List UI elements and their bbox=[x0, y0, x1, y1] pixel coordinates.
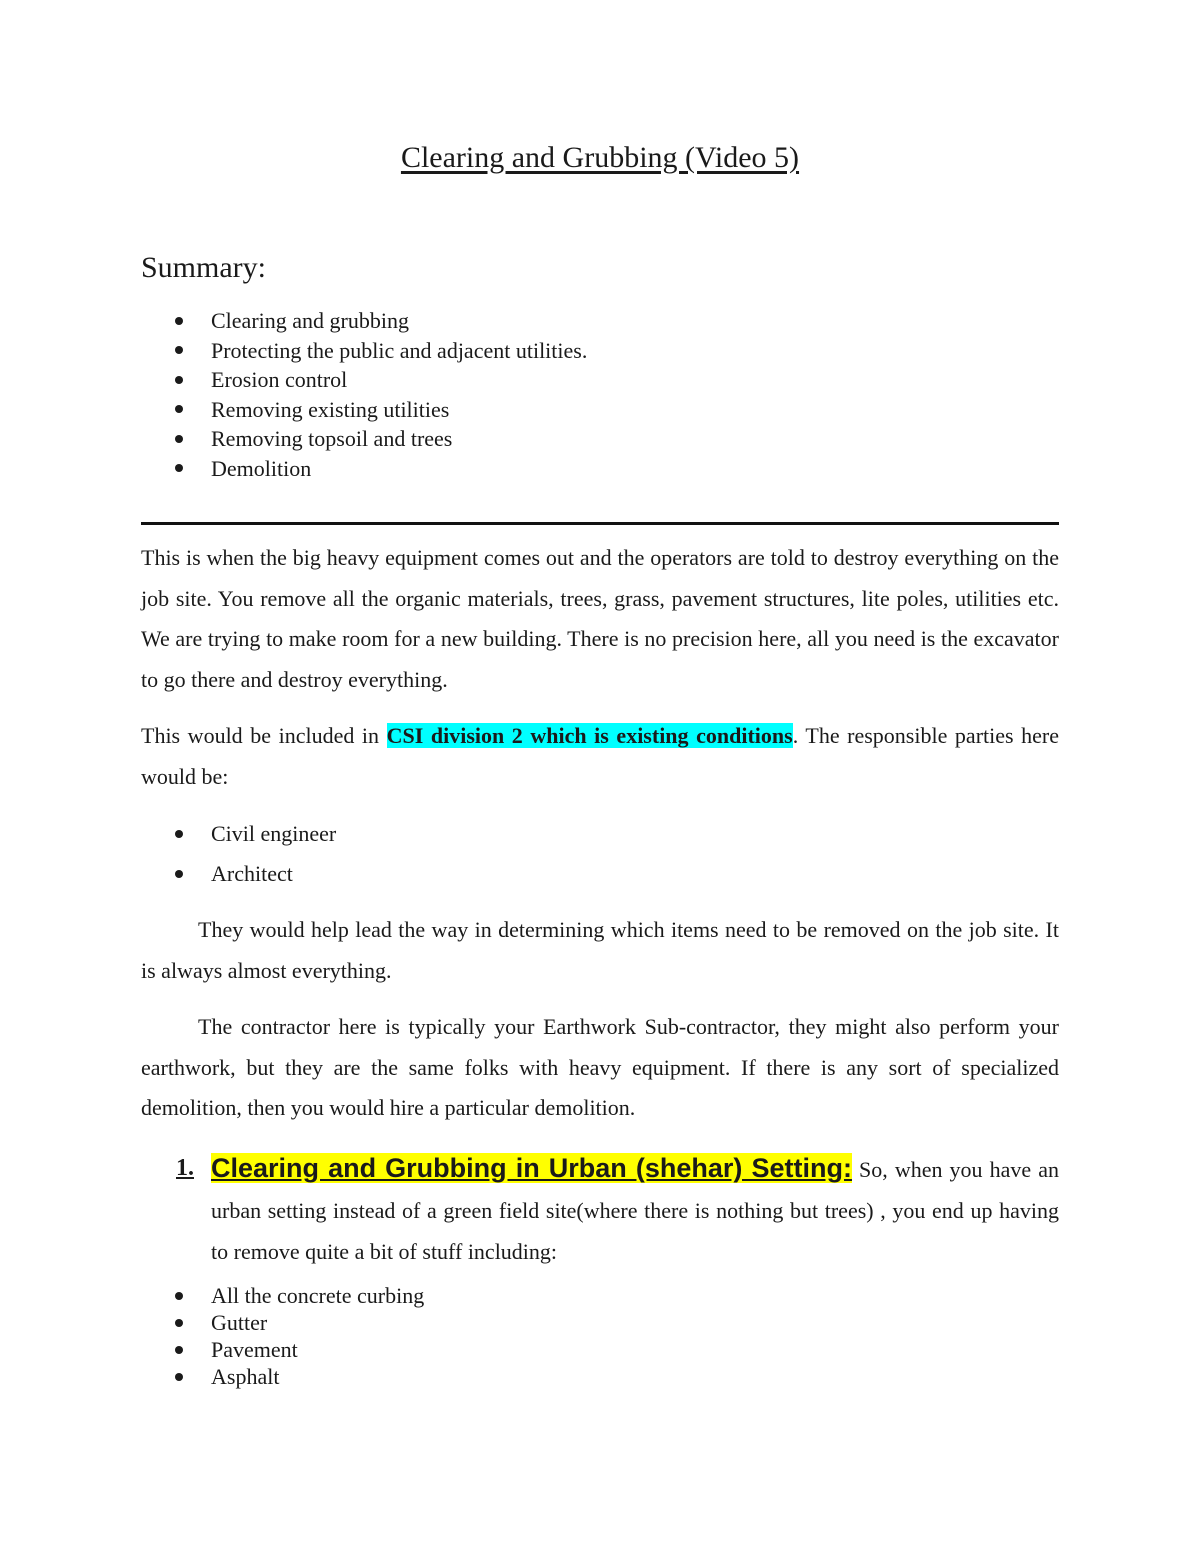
highlighted-csi-text: CSI division 2 which is existing conditions bbox=[386, 723, 793, 748]
list-item: Clearing and grubbing bbox=[141, 306, 587, 336]
paragraph-csi-division: This would be included in CSI division 2 which is existing conditions. The responsible parties here would be: bbox=[141, 723, 1059, 789]
bullet-icon bbox=[175, 1292, 183, 1300]
summary-list bbox=[141, 306, 587, 483]
bullet-icon bbox=[175, 1346, 183, 1354]
bullet-icon bbox=[175, 830, 183, 838]
section-heading: Clearing and Grubbing in Urban (shehar) Setting: bbox=[211, 1153, 852, 1183]
bullet-icon bbox=[175, 870, 183, 878]
bullet-icon bbox=[175, 435, 183, 443]
bullet-icon bbox=[175, 464, 183, 472]
section-number: 1. bbox=[176, 1155, 194, 1181]
list-item: Architect bbox=[141, 854, 336, 894]
section-urban-setting bbox=[176, 1148, 1059, 1272]
summary-heading: Summary: bbox=[141, 251, 266, 284]
responsible-parties-list bbox=[141, 814, 336, 894]
paragraph-intro: This is when the big heavy equipment comes out and the operators are told to destroy everything on the job site. You remove all the organic materials, trees, grass, pavement structures, lite poles, utilities etc. We are trying to make room for a new building. There is no precision here, all you need is the excavator to go there and destroy everything. bbox=[141, 545, 1059, 692]
list-item: Removing existing utilities bbox=[141, 395, 587, 425]
bullet-icon bbox=[175, 317, 183, 325]
list-item: All the concrete curbing bbox=[141, 1282, 424, 1309]
list-item: Pavement bbox=[141, 1336, 424, 1363]
list-item: Civil engineer bbox=[141, 814, 336, 854]
paragraph-lead-the-way: They would help lead the way in determining which items need to be removed on the job site. It is always almost everything. bbox=[141, 917, 1059, 983]
horizontal-divider bbox=[141, 522, 1059, 525]
bullet-icon bbox=[175, 405, 183, 413]
list-item: Protecting the public and adjacent utilities. bbox=[141, 336, 587, 366]
list-item: Gutter bbox=[141, 1309, 424, 1336]
urban-items-list bbox=[141, 1282, 424, 1390]
paragraph-contractor: The contractor here is typically your Earthwork Sub-contractor, they might also perform your earthwork, but they are the same folks with heavy equipment. If there is any sort of specialized demolition, then you would hire a particular demolition. bbox=[141, 1014, 1059, 1120]
list-item: Removing topsoil and trees bbox=[141, 424, 587, 454]
bullet-icon bbox=[175, 1373, 183, 1381]
list-item: Erosion control bbox=[141, 365, 587, 395]
list-item: Asphalt bbox=[141, 1363, 424, 1390]
bullet-icon bbox=[175, 1319, 183, 1327]
section-body-text: So, when you have an urban setting instead of a green field site(where there is nothing but trees) , you end up having to remove quite a bit of stuff including: bbox=[211, 1157, 1059, 1264]
bullet-icon bbox=[175, 376, 183, 384]
list-item: Demolition bbox=[141, 454, 587, 484]
document-title: Clearing and Grubbing (Video 5) bbox=[400, 141, 800, 174]
bullet-icon bbox=[175, 346, 183, 354]
